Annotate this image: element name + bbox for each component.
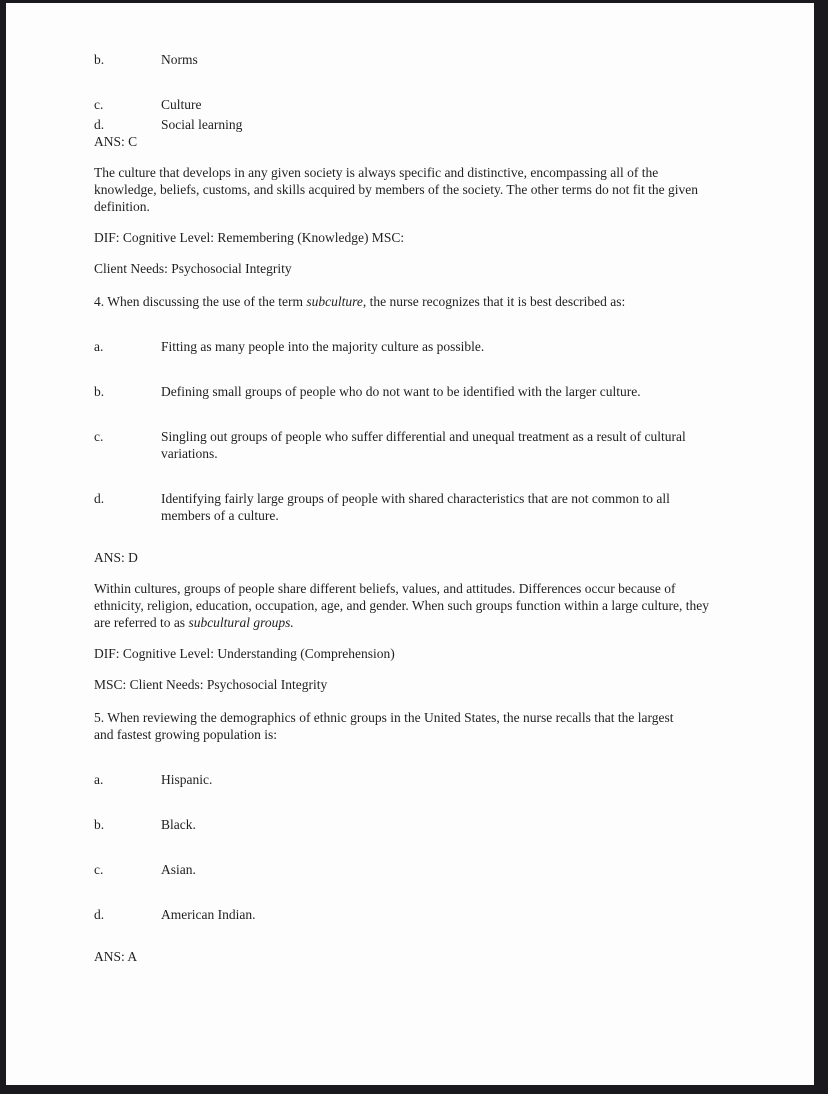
option-letter: b. [94, 52, 105, 67]
text-segment: ANS: C [94, 134, 138, 149]
text-segment: are referred to as [94, 615, 189, 630]
option-letter: a. [94, 772, 104, 787]
text-segment: Defining small groups of people who do not want to be identified with the larger culture. [161, 384, 641, 399]
metadata-line [94, 229, 744, 246]
option-letter: d. [94, 117, 105, 132]
answer-key [94, 948, 744, 965]
text-line [161, 96, 744, 113]
text-segment: 4. When discussing the use of the term [94, 294, 307, 309]
metadata-line [94, 645, 744, 662]
italic-term: subculture [306, 294, 363, 309]
option-letter: d. [94, 491, 105, 506]
text-line [161, 116, 744, 133]
option-text [161, 116, 744, 133]
text-line [94, 198, 744, 215]
option-letter: c. [94, 429, 104, 444]
text-line [94, 133, 744, 150]
text-line [94, 229, 744, 246]
text-line [161, 428, 744, 445]
rationale-paragraph [94, 164, 744, 215]
text-line [161, 906, 744, 923]
option-letter: c. [94, 97, 104, 112]
text-line [94, 580, 744, 597]
option-letter: b. [94, 817, 105, 832]
option-letter: b. [94, 384, 105, 399]
text-segment: Norms [161, 52, 198, 67]
answer-option [94, 490, 744, 524]
text-line [94, 597, 744, 614]
answer-option [94, 861, 744, 878]
option-text [161, 906, 744, 923]
text-line [161, 383, 744, 400]
text-segment: knowledge, beliefs, customs, and skills acquired by members of the society. The other terms do not fit the given [94, 182, 698, 197]
text-segment: DIF: Cognitive Level: Understanding (Comprehension) [94, 646, 395, 661]
option-text [161, 51, 744, 68]
text-segment: Within cultures, groups of people share different beliefs, values, and attitudes. Differences occur because of [94, 581, 676, 596]
answer-key [94, 133, 744, 150]
text-line [161, 861, 744, 878]
text-segment: Fitting as many people into the majority culture as possible. [161, 339, 485, 354]
text-line [94, 676, 744, 693]
rationale-paragraph [94, 580, 744, 631]
option-text [161, 383, 744, 400]
answer-option [94, 383, 744, 400]
text-line [161, 816, 744, 833]
text-line [94, 709, 744, 726]
option-text [161, 771, 744, 788]
text-segment: Social learning [161, 117, 243, 132]
metadata-line [94, 676, 744, 693]
answer-option [94, 338, 744, 355]
text-line [94, 549, 744, 566]
text-line [94, 293, 744, 310]
question-text [94, 293, 744, 310]
answer-option [94, 816, 744, 833]
text-line [161, 490, 744, 507]
text-segment: Hispanic. [161, 772, 213, 787]
text-segment: American Indian. [161, 907, 256, 922]
option-text [161, 96, 744, 113]
question-text [94, 709, 744, 743]
text-segment: Asian. [161, 862, 196, 877]
option-text [161, 816, 744, 833]
text-segment: The culture that develops in any given society is always specific and distinctive, encompassing all of the [94, 165, 659, 180]
option-letter: c. [94, 862, 104, 877]
text-line [94, 726, 744, 743]
text-line [161, 771, 744, 788]
option-letter: a. [94, 339, 104, 354]
text-segment: , the nurse recognizes that it is best described as: [362, 294, 626, 309]
text-line [94, 645, 744, 662]
option-text [161, 428, 744, 462]
text-line [94, 614, 744, 631]
text-segment: Singling out groups of people who suffer differential and unequal treatment as a result of cultural [161, 429, 686, 444]
option-text [161, 861, 744, 878]
text-line [161, 51, 744, 68]
text-segment: definition. [94, 199, 150, 214]
text-segment: variations. [161, 446, 218, 461]
text-segment: ANS: D [94, 550, 138, 565]
text-line [161, 338, 744, 355]
answer-option [94, 906, 744, 923]
text-line [161, 507, 744, 524]
text-segment: Culture [161, 97, 202, 112]
metadata-line [94, 260, 744, 277]
answer-option [94, 771, 744, 788]
option-text [161, 338, 744, 355]
document-page [6, 3, 814, 1085]
text-segment: 5. When reviewing the demographics of ethnic groups in the United States, the nurse recalls that the largest [94, 710, 674, 725]
answer-option [94, 96, 744, 113]
text-line [94, 260, 744, 277]
text-segment: ethnicity, religion, education, occupation, age, and gender. When such groups function within a large culture, they [94, 598, 709, 613]
italic-term: subcultural groups. [188, 615, 294, 630]
answer-option [94, 428, 744, 462]
text-segment: ANS: A [94, 949, 138, 964]
text-segment: MSC: Client Needs: Psychosocial Integrity [94, 677, 328, 692]
text-segment: Black. [161, 817, 196, 832]
text-segment: Client Needs: Psychosocial Integrity [94, 261, 292, 276]
text-line [94, 948, 744, 965]
answer-option [94, 51, 744, 68]
text-segment: and fastest growing population is: [94, 727, 277, 742]
text-line [94, 181, 744, 198]
option-letter: d. [94, 907, 105, 922]
text-segment: DIF: Cognitive Level: Remembering (Knowledge) MSC: [94, 230, 405, 245]
answer-key [94, 549, 744, 566]
answer-option [94, 116, 744, 133]
text-line [161, 445, 744, 462]
text-segment: Identifying fairly large groups of people with shared characteristics that are not common to all [161, 491, 670, 506]
text-line [94, 164, 744, 181]
document-content [6, 3, 814, 1005]
option-text [161, 490, 744, 524]
text-segment: members of a culture. [161, 508, 279, 523]
